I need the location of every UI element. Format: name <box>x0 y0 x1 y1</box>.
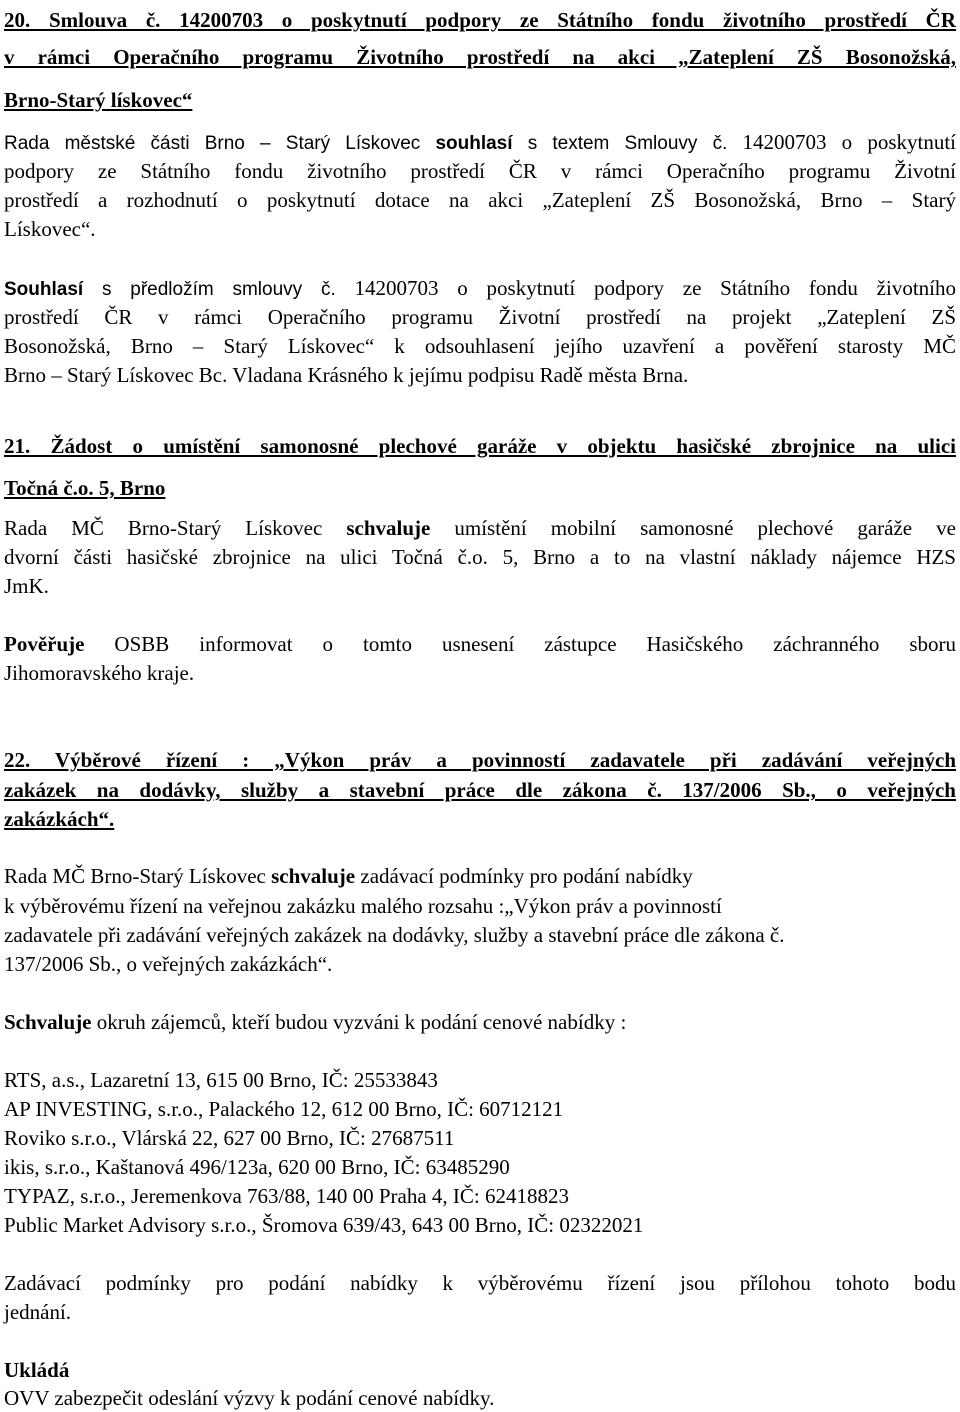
section-20-paragraph-2-line-2: prostředí ČR v rámci Operačního programu Životní prostředí na projekt „Zateplení ZŠ <box>4 305 956 329</box>
section-22-paragraph-3-line-2: jednání. <box>4 1300 72 1324</box>
section-20-heading-line-2: v rámci Operačního programu Životního prostředí na akci „Zateplení ZŠ Bosonožská, <box>4 45 956 69</box>
company-list-item: RTS, a.s., Lazaretní 13, 615 00 Brno, IČ: 25533843 <box>4 1068 438 1092</box>
section-21-paragraph-1-line-2: dvorní části hasičské zbrojnice na ulici Točná č.o. 5, Brno a to na vlastní náklady nájemce HZS <box>4 545 956 569</box>
company-list-item: Roviko s.r.o., Vlárská 22, 627 00 Brno, IČ: 27687511 <box>4 1126 455 1150</box>
section-20-paragraph-2-line-4: Brno – Starý Lískovec Bc. Vladana Krásného k jejímu podpisu Radě města Brna. <box>4 363 689 387</box>
section-22-paragraph-1-line-2: k výběrovému řízení na veřejnou zakázku malého rozsahu :„Výkon práv a povinností <box>4 894 722 918</box>
section-22-paragraph-1-line-3: zadavatele při zadávání veřejných zakázek na dodávky, služby a stavební práce dle zákona č. <box>4 923 785 947</box>
section-20-heading-line-1: 20. Smlouva č. 14200703 o poskytnutí podpory ze Státního fondu životního prostředí ČR <box>4 8 956 32</box>
section-20-paragraph-2-line-3: Bosonožská, Brno – Starý Lískovec“ k odsouhlasení jejího uzavření a pověření starosty MČ <box>4 334 956 358</box>
section-22-paragraph-1-line-4: 137/2006 Sb., o veřejných zakázkách“. <box>4 952 333 976</box>
section-21-paragraph-2-line-2: Jihomoravského kraje. <box>4 661 195 685</box>
section-20-heading-line-3: Brno-Starý lískovec“ <box>4 88 193 112</box>
company-list-item: Public Market Advisory s.r.o., Šromova 639/43, 643 00 Brno, IČ: 02322021 <box>4 1213 644 1237</box>
company-list-item: AP INVESTING, s.r.o., Palackého 12, 612 00 Brno, IČ: 60712121 <box>4 1097 564 1121</box>
ukl-text: OVV zabezpečit odeslání výzvy k podání cenové nabídky. <box>4 1386 495 1410</box>
section-20-paragraph-1-line-4: Lískovec“. <box>4 217 96 241</box>
ukl-label: Ukládá <box>4 1358 70 1382</box>
section-22-heading-line-1: 22. Výběrové řízení : „Výkon práv a povinností zadavatele při zadávání veřejných <box>4 748 956 772</box>
section-21-paragraph-1-line-3: JmK. <box>4 574 49 598</box>
section-22-paragraph-1-line-1: Rada MČ Brno-Starý Lískovec schvaluje zadávací podmínky pro podání nabídky <box>4 864 693 888</box>
section-20-paragraph-1-line-2: podpory ze Státního fondu životního prostředí ČR v rámci Operačního programu Životní <box>4 159 956 183</box>
section-21-heading-line-2: Točná č.o. 5, Brno <box>4 476 166 500</box>
company-list-item: TYPAZ, s.r.o., Jeremenkova 763/88, 140 00 Praha 4, IČ: 62418823 <box>4 1184 570 1208</box>
section-22-heading-line-2: zakázek na dodávky, služby a stavební práce dle zákona č. 137/2006 Sb., o veřejných <box>4 778 956 802</box>
section-22-paragraph-2-line-1: Schvaluje okruh zájemců, kteří budou vyzváni k podání cenové nabídky : <box>4 1010 627 1034</box>
section-22-paragraph-3-line-1: Zadávací podmínky pro podání nabídky k výběrovému řízení jsou přílohou tohoto bodu <box>4 1271 956 1295</box>
section-20-paragraph-1-line-3: prostředí a rozhodnutí o poskytnutí dotace na akci „Zateplení ZŠ Bosonožská, Brno – Starý <box>4 188 956 212</box>
company-list-item: ikis, s.r.o., Kaštanová 496/123a, 620 00 Brno, IČ: 63485290 <box>4 1155 510 1179</box>
section-20-paragraph-2-line-1: Souhlasí s předložím smlouvy č. 14200703 o poskytnutí podpory ze Státního fondu životního <box>4 276 956 300</box>
section-21-paragraph-2-line-1: Pověřuje OSBB informovat o tomto usnesení zástupce Hasičského záchranného sboru <box>4 632 956 656</box>
section-22-heading-line-3: zakázkách“. <box>4 807 115 831</box>
section-21-paragraph-1-line-1: Rada MČ Brno-Starý Lískovec schvaluje umístění mobilní samonosné plechové garáže ve <box>4 516 957 540</box>
section-21-heading-line-1: 21. Žádost o umístění samonosné plechové garáže v objektu hasičské zbrojnice na ulici <box>4 434 956 458</box>
section-20-paragraph-1-line-1: Rada městské části Brno – Starý Lískovec souhlasí s textem Smlouvy č. 14200703 o poskytnutí <box>4 130 956 154</box>
